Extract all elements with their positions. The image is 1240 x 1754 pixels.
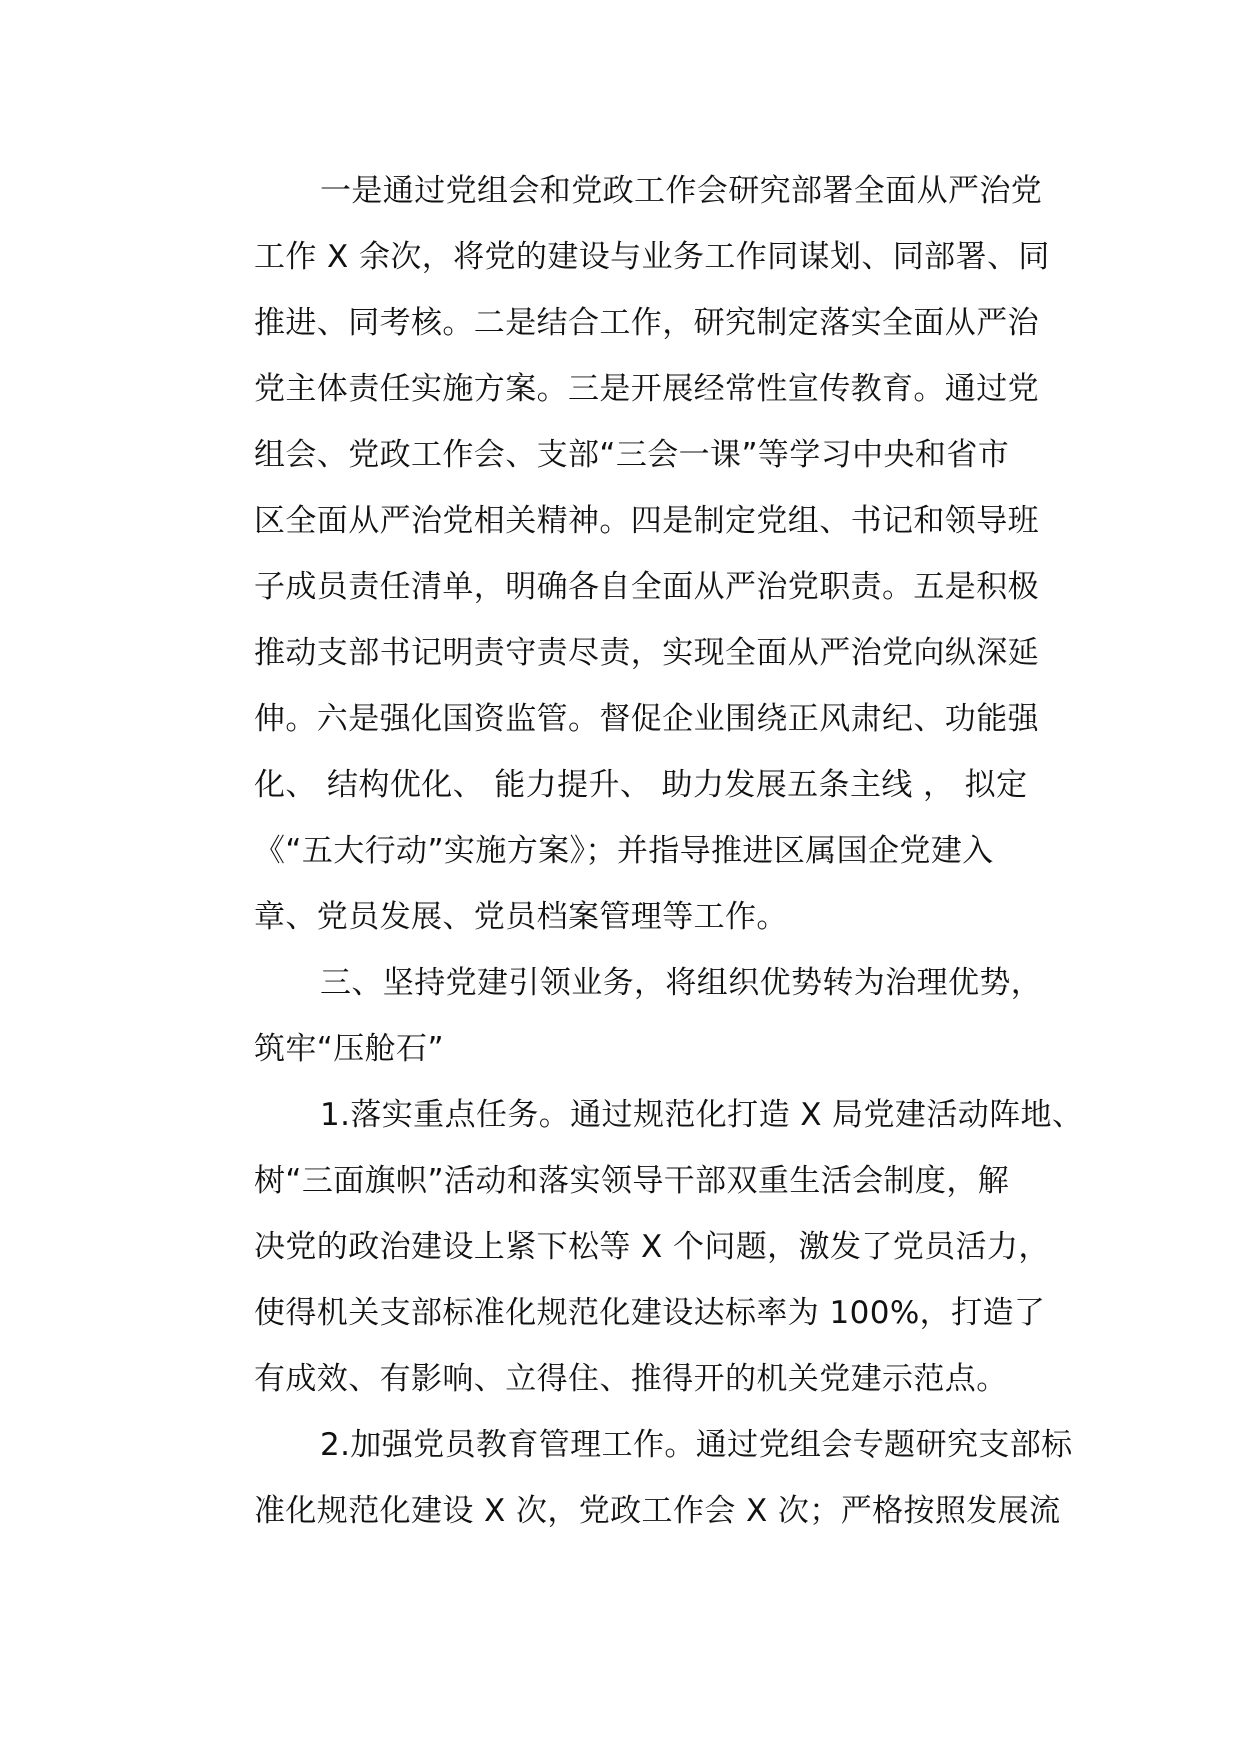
text-line: 工作 X 余次，将党的建设与业务工作同谋划、同部署、同 bbox=[254, 239, 1050, 275]
text-line: 推动支部书记明责守责尽责，实现全面从严治党向纵深延 bbox=[254, 635, 1039, 671]
text-line: 有成效、有影响、立得住、推得开的机关党建示范点。 bbox=[254, 1361, 1008, 1397]
text-line: 推进、同考核。二是结合工作，研究制定落实全面从严治 bbox=[254, 305, 1039, 341]
text-line: 党主体责任实施方案。三是开展经常性宣传教育。通过党 bbox=[254, 371, 1039, 407]
text-line: 区全面从严治党相关精神。四是制定党组、书记和领导班 bbox=[254, 503, 1039, 539]
text-line: 一是通过党组会和党政工作会研究部署全面从严治党 bbox=[320, 173, 1043, 209]
text-line: 2.加强党员教育管理工作。通过党组会专题研究支部标 bbox=[320, 1427, 1073, 1463]
paragraph-member-education bbox=[188, 1412, 1073, 1544]
text-line: 决党的政治建设上紧下松等 X 个问题，激发了党员活力， bbox=[254, 1229, 1050, 1265]
text-line: 准化规范化建设 X 次，党政工作会 X 次；严格按照发展流 bbox=[254, 1493, 1061, 1529]
text-line: 化、 结构优化、 能力提升、 助力发展五条主线 ， 拟定 bbox=[254, 767, 1028, 803]
text-line: 树“三面旗帜”活动和落实领导干部双重生活会制度，解 bbox=[254, 1163, 1010, 1199]
text-line: 1.落实重点任务。通过规范化打造 X 局党建活动阵地、 bbox=[320, 1097, 1084, 1133]
text-line: 《“五大行动”实施方案》；并指导推进区属国企党建入 bbox=[254, 833, 994, 869]
text-line: 伸。六是强化国资监管。督促企业围绕正风肃纪、功能强 bbox=[254, 701, 1039, 737]
text-line: 章、党员发展、党员档案管理等工作。 bbox=[254, 899, 788, 935]
paragraph-key-tasks bbox=[188, 1082, 1084, 1412]
section-heading-three bbox=[188, 950, 1058, 1082]
text-line: 组会、党政工作会、支部“三会一课”等学习中央和省市 bbox=[254, 437, 1010, 473]
text-line: 筑牢“压舱石” bbox=[254, 1031, 444, 1067]
text-line: 使得机关支部标准化规范化建设达标率为 100%，打造了 bbox=[254, 1295, 1046, 1331]
text-line: 三、坚持党建引领业务，将组织优势转为治理优势， bbox=[320, 965, 1043, 1001]
document-body bbox=[188, 158, 1084, 1544]
text-line: 子成员责任清单，明确各自全面从严治党职责。五是积极 bbox=[254, 569, 1039, 605]
paragraph-party-responsibility bbox=[188, 158, 1058, 950]
